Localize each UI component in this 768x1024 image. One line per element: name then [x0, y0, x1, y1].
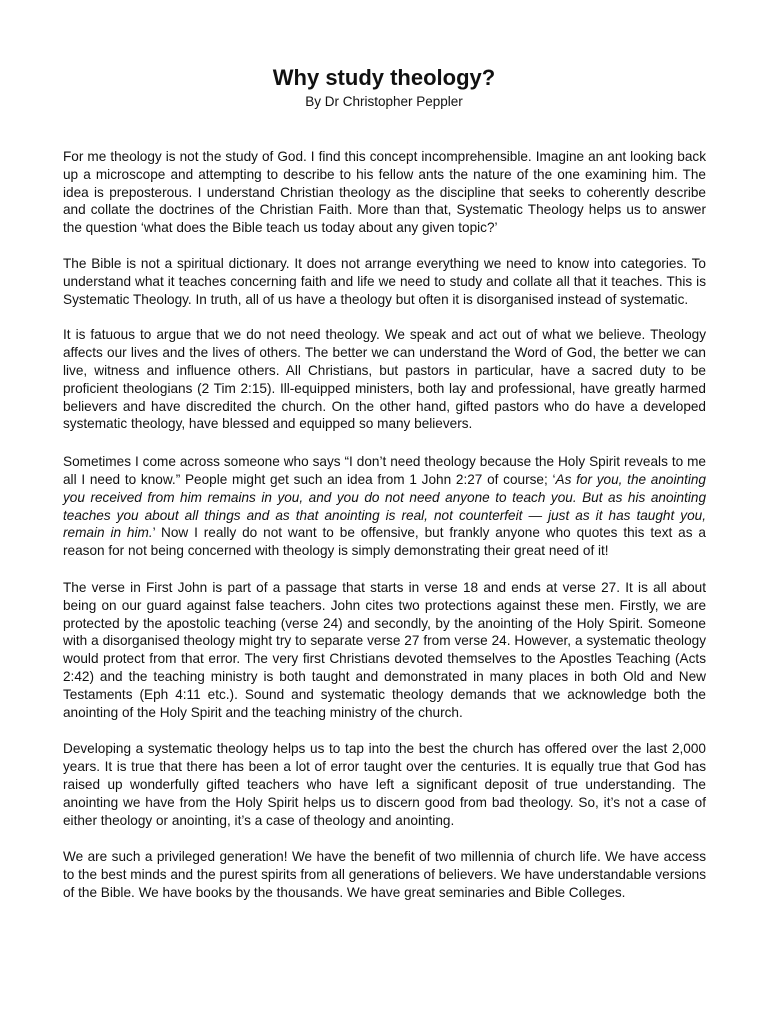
paragraph-4-tail: ’ Now I really do not want to be offensive, but frankly anyone who quotes this text as a reason for not being concerned with theology is simply demonstrating their great need of it!	[63, 525, 706, 559]
paragraph-4-lead: Sometimes I come across someone who says “I don’t need theology because the Holy Spirit reveals to me all I need to know.” People might get such an idea from 1 John 2:27 of course; ‘	[63, 454, 706, 487]
article-body	[63, 148, 706, 920]
scripture-quote: As for you, the anointing you received from him remains in you, and you do not need anyone to teach you. But as his anointing teaches you about all things and as that anointing is real, not counterfeit — just as it has taught you, remain in him.	[63, 471, 706, 541]
author-byline: By Dr Christopher Peppler	[305, 94, 463, 109]
paragraph-6: Developing a systematic theology helps us to tap into the best the church has offered over the last 2,000 years. It is true that there has been a lot of error taught over the centuries. It is equally true that God has raised up wonderfully gifted teachers who have left a significant deposit of true understanding. The anointing we have from the Holy Spirit helps us to discern good from bad theology. So, it’s not a case of either theology or anointing, it’s a case of theology and anointing.	[63, 741, 706, 828]
paragraph-1: For me theology is not the study of God. I find this concept incomprehensible. Imagine an ant looking back up a microscope and attempting to describe to his fellow ants the nature of the one examining him. The idea is preposterous. I understand Christian theology as the discipline that seeks to coherently describe and collate the doctrines of the Christian Faith. More than that, Systematic Theology helps us to answer the question ‘what does the Bible teach us today about any given topic?’	[63, 149, 706, 236]
paragraph-3: It is fatuous to argue that we do not need theology. We speak and act out of what we believe. Theology affects our lives and the lives of others. The better we can understand the Word of God, the better we can live, witness and influence others. All Christians, but pastors in particular, have a sacred duty to be proficient theologians (2 Tim 2:15). Ill-equipped ministers, both lay and professional, have greatly harmed believers and have discredited the church. On the other hand, gifted pastors who do have a developed systematic theology, have blessed and equipped so many believers.	[63, 327, 706, 432]
paragraph-4	[63, 453, 706, 560]
paragraph-2: The Bible is not a spiritual dictionary. It does not arrange everything we need to know into categories. To understand what it teaches concerning faith and life we need to study and collate all that it teaches. This is Systematic Theology. In truth, all of us have a theology but often it is disorganised instead of systematic.	[63, 255, 706, 307]
paragraph-5: The verse in First John is part of a passage that starts in verse 18 and ends at verse 27. It is all about being on our guard against false teachers. John cites two protections against these men. Firstly, we are protected by the apostolic teaching (verse 24) and secondly, by the anointing of the Holy Spirit. Someone with a disorganised theology might try to separate verse 27 from verse 24. However, a systematic theology would protect from that error. The very first Christians devoted themselves to the Apostles Teaching (Acts 2:42) and the teaching ministry is both taught and demonstrated in many places in both Old and New Testaments (Eph 4:11 etc.). Sound and systematic theology demands that we acknowledge both the anointing of the Holy Spirit and the teaching ministry of the church.	[63, 579, 706, 720]
paragraph-7: We are such a privileged generation! We have the benefit of two millennia of church life. We have access to the best minds and the purest spirits from all generations of believers. We have understandable versions of the Bible. We have books by the thousands. We have great seminaries and Bible Colleges.	[63, 849, 706, 900]
page-title: Why study theology?	[272, 65, 496, 90]
